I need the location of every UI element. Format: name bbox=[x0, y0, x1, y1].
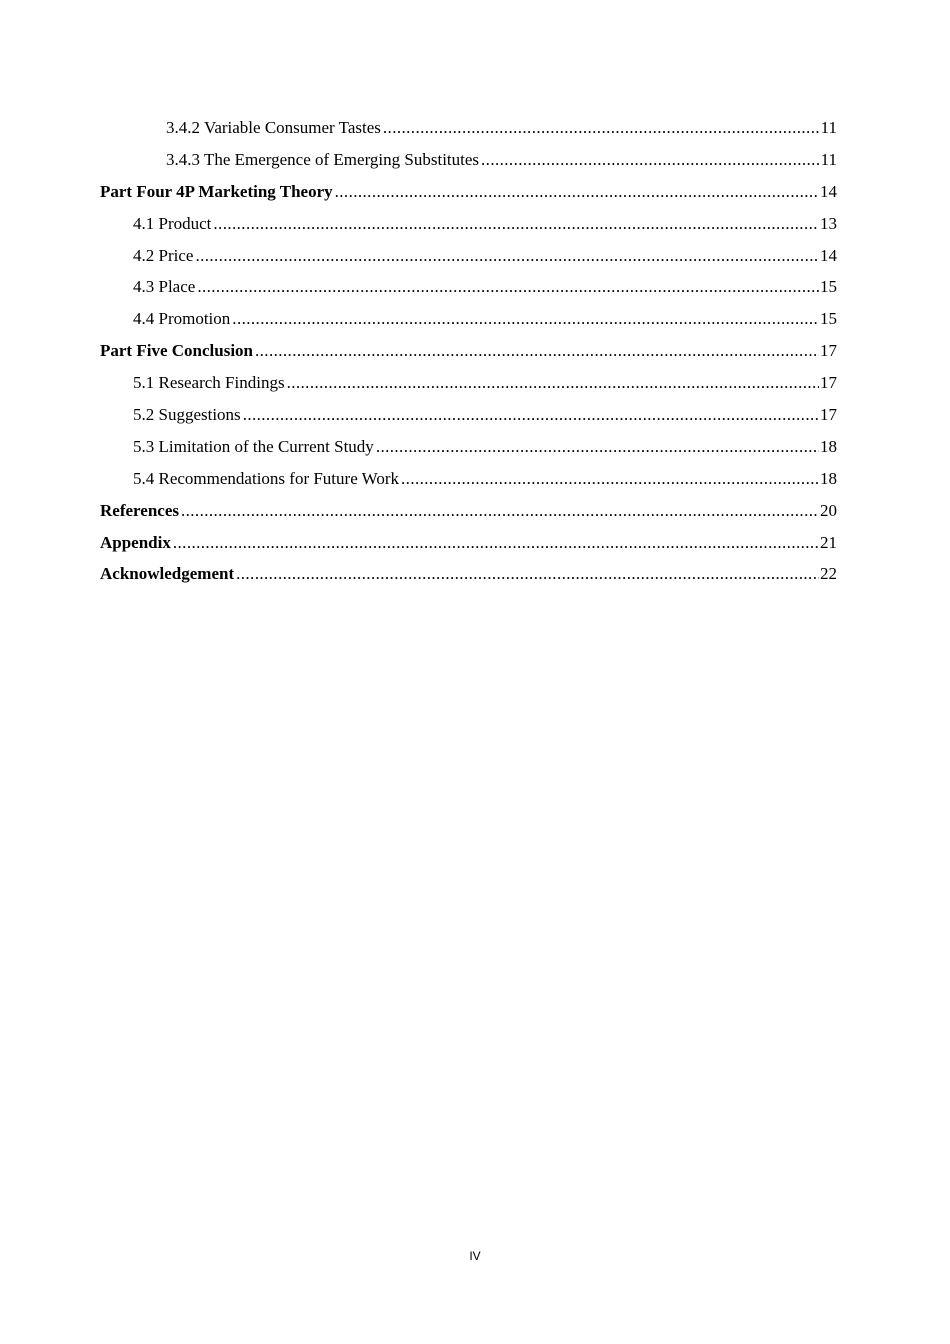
toc-entry-page: 14 bbox=[820, 245, 837, 265]
dot-leader bbox=[401, 469, 819, 489]
dot-leader bbox=[335, 182, 819, 202]
toc-entry[interactable] bbox=[100, 309, 837, 341]
toc-entry[interactable] bbox=[100, 246, 837, 278]
dot-leader bbox=[181, 501, 819, 521]
dot-leader bbox=[213, 214, 819, 234]
toc-entry-title: 4.1 Product bbox=[133, 213, 212, 233]
toc-entry[interactable] bbox=[100, 214, 837, 246]
toc-entry-title: Appendix bbox=[100, 532, 171, 552]
dot-leader bbox=[197, 277, 819, 297]
toc-entry-page: 14 bbox=[820, 181, 837, 201]
dot-leader bbox=[173, 533, 819, 553]
toc-entry-title: 4.4 Promotion bbox=[133, 309, 231, 329]
toc-entry-page: 22 bbox=[820, 564, 837, 584]
dot-leader bbox=[481, 150, 820, 170]
toc-entry-title: 4.3 Place bbox=[133, 277, 196, 297]
toc-entry-page: 11 bbox=[820, 118, 837, 137]
toc-entry[interactable] bbox=[100, 118, 837, 150]
toc-entry-page: 17 bbox=[820, 341, 837, 361]
toc-entry-title: Part Five Conclusion bbox=[100, 341, 253, 361]
toc-entry-page: 18 bbox=[820, 468, 837, 488]
toc-entry-page: 15 bbox=[820, 309, 837, 329]
toc-entry-page: 17 bbox=[820, 373, 837, 393]
toc-entry[interactable] bbox=[100, 501, 837, 533]
toc-entry-title: 5.1 Research Findings bbox=[133, 373, 285, 393]
toc-entry-title: 3.4.3 The Emergence of Emerging Substitutes bbox=[166, 149, 480, 169]
toc-entry-page: 11 bbox=[820, 149, 837, 169]
toc-entry[interactable] bbox=[100, 150, 837, 182]
toc-entry-title: 5.2 Suggestions bbox=[133, 405, 241, 425]
dot-leader bbox=[383, 118, 820, 138]
toc-entry-title: Part Four 4P Marketing Theory bbox=[100, 181, 333, 201]
toc-entry-page: 18 bbox=[820, 436, 837, 456]
dot-leader bbox=[287, 373, 819, 393]
toc-entry-page: 20 bbox=[820, 500, 837, 520]
toc-entry[interactable] bbox=[100, 373, 837, 405]
toc-entry[interactable] bbox=[100, 277, 837, 309]
dot-leader bbox=[232, 309, 819, 329]
dot-leader bbox=[243, 405, 819, 425]
toc-entry[interactable] bbox=[100, 533, 837, 565]
dot-leader bbox=[376, 437, 819, 457]
toc-entry-title: 3.4.2 Variable Consumer Tastes bbox=[166, 118, 381, 137]
toc-entry-title: 4.2 Price bbox=[133, 245, 194, 265]
toc-entry-title: References bbox=[100, 500, 179, 520]
toc-entry[interactable] bbox=[100, 341, 837, 373]
toc-entry[interactable] bbox=[100, 182, 837, 214]
toc-entry-page: 17 bbox=[820, 405, 837, 425]
toc-entry-title: 5.3 Limitation of the Current Study bbox=[133, 436, 374, 456]
toc-entry-page: 13 bbox=[820, 213, 837, 233]
table-of-contents bbox=[100, 118, 837, 596]
toc-entry[interactable] bbox=[100, 437, 837, 469]
toc-entry-page: 15 bbox=[820, 277, 837, 297]
toc-entry-title: Acknowledgement bbox=[100, 564, 235, 584]
toc-entry[interactable] bbox=[100, 469, 837, 501]
toc-entry[interactable] bbox=[100, 405, 837, 437]
toc-entry-page: 21 bbox=[820, 532, 837, 552]
dot-leader bbox=[236, 564, 819, 584]
dot-leader bbox=[255, 341, 819, 361]
dot-leader bbox=[195, 246, 819, 266]
page-number: IV bbox=[469, 1249, 481, 1263]
toc-entry-title: 5.4 Recommendations for Future Work bbox=[133, 468, 400, 488]
toc-entry[interactable] bbox=[100, 564, 837, 596]
